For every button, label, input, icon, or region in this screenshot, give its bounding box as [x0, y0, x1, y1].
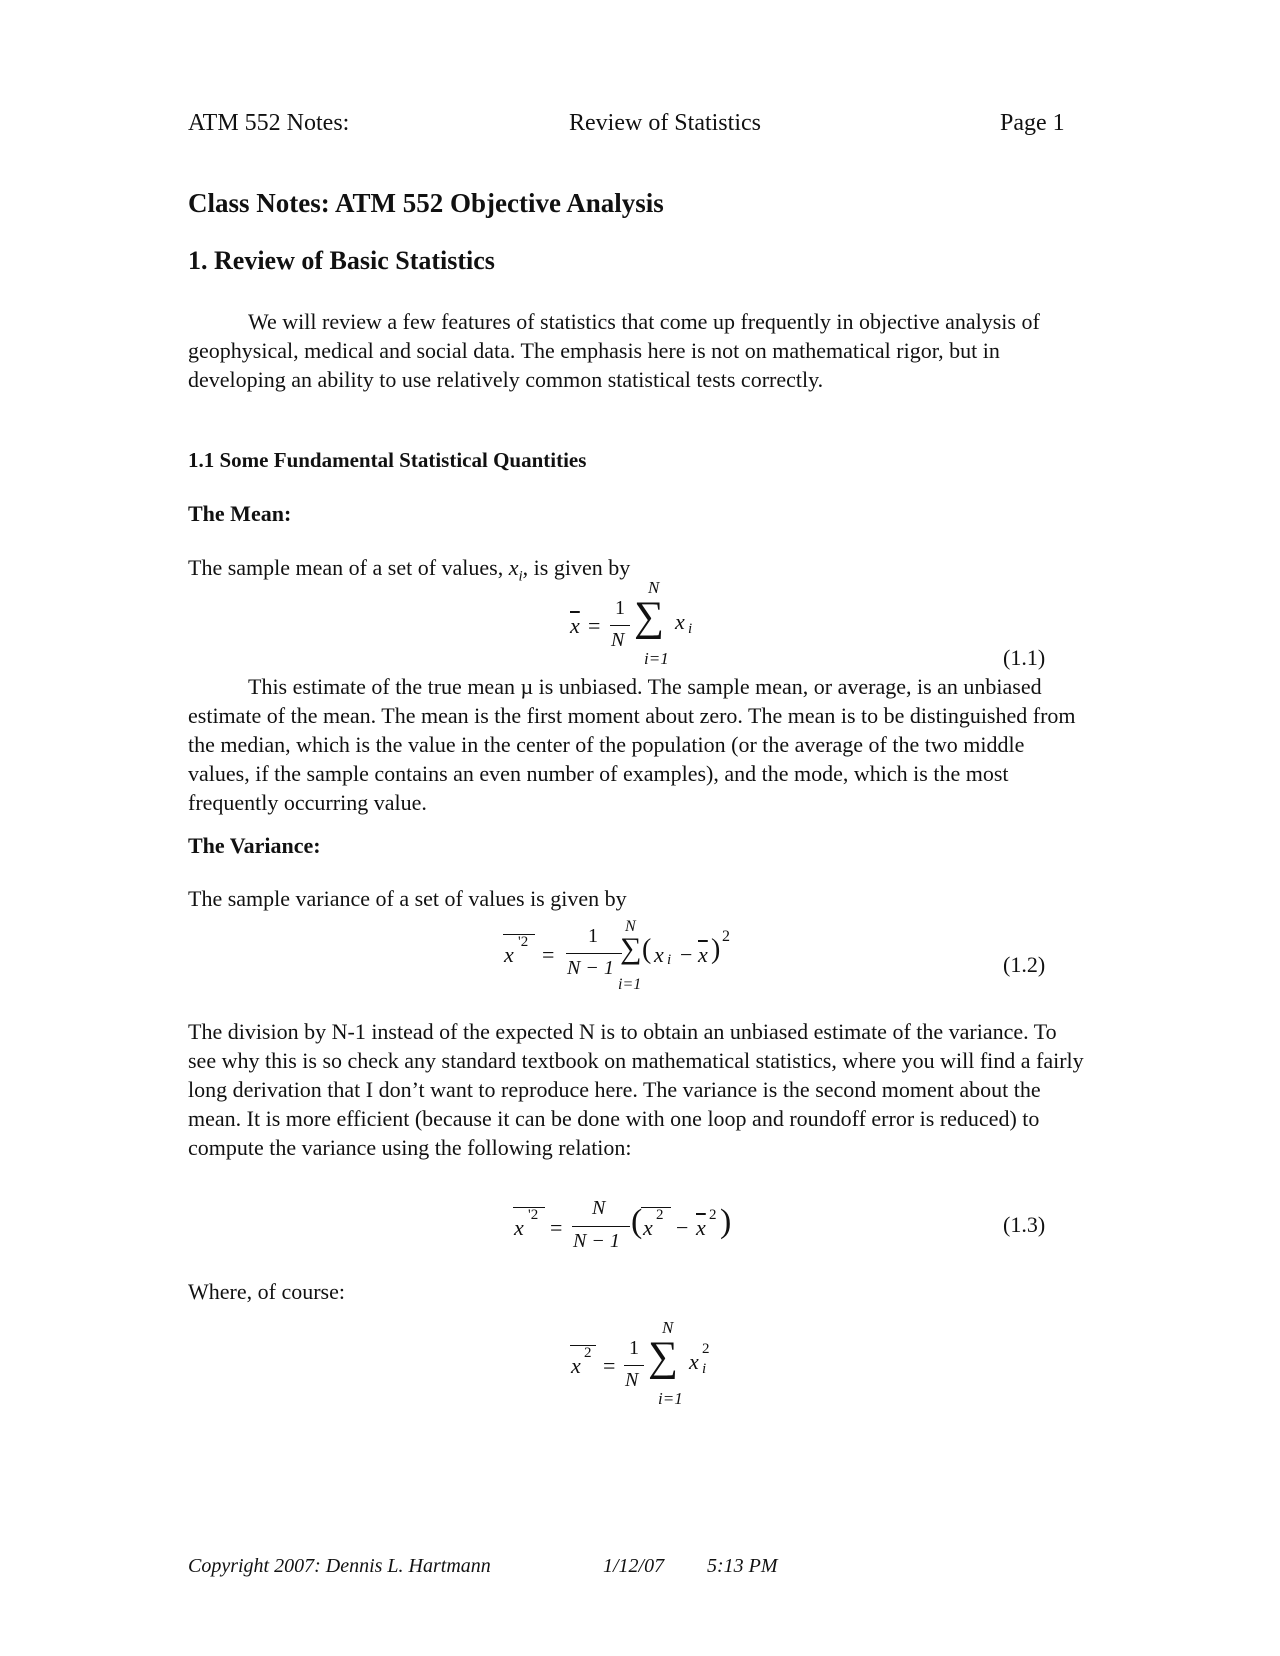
eq2-fraction-bar [566, 953, 622, 954]
eq2-xbar: $\overline{x}$ [698, 942, 708, 967]
eq2-sum-sign: ∑ [620, 932, 642, 965]
eq3-denominator: N − 1 [573, 1230, 620, 1252]
equation-number-1-2: (1.2) [1003, 952, 1046, 977]
eq4-sum-sign: ∑ [648, 1334, 678, 1380]
eq1-numerator: 1 [615, 597, 625, 619]
eq2-prime2: '2 [518, 934, 529, 950]
eq4-sum-upper: N [662, 1318, 674, 1337]
subsection-heading: 1.1 Some Fundamental Statistical Quantities [188, 448, 587, 472]
equation-number-1-3: (1.3) [1003, 1212, 1046, 1237]
eq2-lparen: ( [642, 934, 652, 965]
equation-variance-alt [500, 1195, 760, 1265]
eq1-fraction-bar [610, 625, 630, 626]
eq3-xbar: $\overline{x}$ [696, 1215, 706, 1240]
where-text: Where, of course: [188, 1279, 345, 1304]
footer-date: 1/12/07 [603, 1555, 665, 1577]
eq3-x-square: 2 [656, 1207, 664, 1223]
eq4-fraction-bar [624, 1365, 644, 1366]
eq3-x: x [514, 1215, 524, 1240]
eq4-xi-square: 2 [702, 1341, 710, 1357]
equation-number-1-1: (1.1) [1003, 645, 1046, 670]
eq3-xbar-square: 2 [709, 1207, 717, 1223]
eq3-lparen: ( [631, 1203, 643, 1240]
eq3-equals: = [550, 1215, 563, 1240]
eq2-minus: − [680, 942, 693, 967]
eq2-sub-i: i [667, 952, 672, 968]
eq2-denominator: N − 1 [567, 957, 614, 979]
header-center: Review of Statistics [569, 110, 761, 136]
eq4-denominator: N [625, 1369, 639, 1391]
eq1-x: x [675, 609, 685, 634]
mean-lead-var: x [508, 555, 519, 580]
variance-lead: The sample variance of a set of values is given by [188, 886, 627, 911]
eq4-numerator: 1 [629, 1337, 639, 1359]
eq2-numerator: 1 [588, 925, 598, 947]
eq3-prime2: '2 [528, 1207, 539, 1223]
eq1-sum-sign: ∑ [634, 594, 664, 640]
variance-paragraph: The division by N-1 instead of the expected N is to obtain an unbiased estimate of the variance. To see why this is so check any standard textbook on mathematical statistics, where you will find a fairly long derivation that I don’t want to reproduce here. The variance is the second moment about the mean. It is more efficient (because it can be done with one loop and roundoff error is reduced) to compute the variance using the following relation: [188, 1019, 1084, 1160]
eq4-x-square: 2 [584, 1345, 592, 1361]
eq1-denominator: N [611, 629, 625, 651]
eq2-equals: = [542, 942, 555, 967]
eq4-xi: x [689, 1349, 699, 1374]
mean-lead-sub: i [518, 568, 523, 585]
mean-heading: The Mean: [188, 501, 292, 526]
eq2-square: 2 [722, 928, 730, 945]
mean-lead-text: The sample mean of a set of values, [188, 555, 509, 580]
eq1-equals: = [588, 613, 601, 638]
eq2-sum-upper: N [625, 918, 636, 935]
mean-paragraph: This estimate of the true mean µ is unbiased. The sample mean, or average, is an unbiased estimate of the mean. The mean is the first moment about zero. The mean is to be distinguished from the median, which is the value in the center of the population (or the average of the two middle values, if the sample contains an even number of examples), and the mode, which is the most frequently occurring value. [188, 674, 1076, 815]
equation-mean [540, 578, 720, 675]
eq4-x: x [571, 1353, 581, 1378]
eq3-fraction-bar [572, 1226, 630, 1227]
eq4-sum-lower: i=1 [658, 1389, 683, 1408]
eq3-numerator: N [592, 1197, 606, 1219]
mean-lead-after: , is given by [522, 555, 631, 580]
eq1-xbar: $\overline{x}$ [570, 613, 580, 638]
equation-mean-square [555, 1318, 735, 1415]
equation-variance [490, 920, 750, 1010]
variance-heading: The Variance: [188, 833, 321, 858]
eq3-x-inner: x [643, 1215, 653, 1240]
footer-time: 5:13 PM [707, 1555, 778, 1577]
eq1-sum-lower: i=1 [644, 649, 669, 668]
footer-copyright: Copyright 2007: Dennis L. Hartmann [188, 1555, 491, 1577]
document-title: Class Notes: ATM 552 Objective Analysis [188, 188, 664, 218]
eq2-rparen: ) [711, 934, 721, 965]
eq3-minus: − [676, 1215, 689, 1240]
eq1-sum-upper: N [648, 578, 660, 597]
eq2-x: x [504, 942, 514, 967]
eq1-sub-i: i [688, 621, 693, 637]
header-page: Page 1 [1000, 110, 1065, 136]
eq2-xi: x [654, 942, 664, 967]
mean-lead [188, 555, 630, 585]
section-heading: 1. Review of Basic Statistics [188, 246, 495, 275]
eq4-sub-i: i [702, 1361, 707, 1377]
intro-paragraph: We will review a few features of statistics that come up frequently in objective analysis of geophysical, medical and social data. The emphasis here is not on mathematical rigor, but in developing an ability to use relatively common statistical tests correctly. [188, 309, 1040, 392]
header-left: ATM 552 Notes: [188, 110, 350, 136]
eq4-overbar [570, 1345, 596, 1346]
eq2-sum-lower: i=1 [618, 976, 642, 993]
eq3-rparen: ) [720, 1203, 732, 1240]
eq4-equals: = [603, 1353, 616, 1378]
